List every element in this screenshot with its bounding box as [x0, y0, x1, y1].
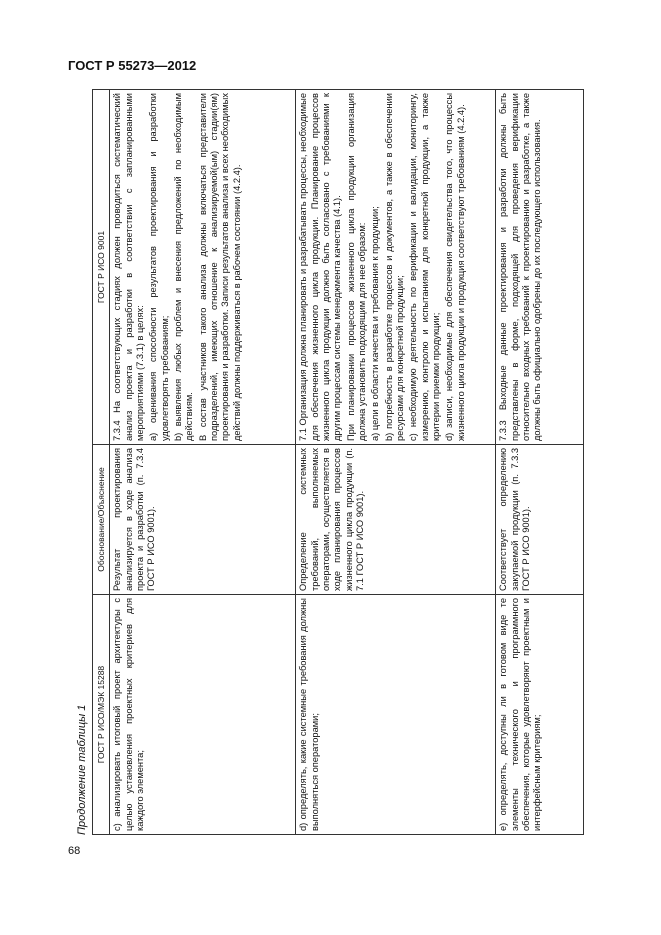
- header-justification: Обоснование/Объяснение: [93, 445, 110, 595]
- cell-text: c) анализировать итоговый проект архитектуры с целью установления проектных критериев для каждого элемента;: [112, 598, 146, 831]
- page-number: 68: [68, 845, 81, 857]
- cell-text: b) выявления любых проблем и внесения предложений по необходимым действиям.: [173, 93, 195, 441]
- cell-justification: [296, 445, 496, 595]
- header-gost-15288: ГОСТ Р ИСО/МЭК 15288: [93, 595, 110, 835]
- cell-text: Результат проектирования анализируется в ходе анализа проекта и разработки (п. 7.3.4 ГОСТ Р ИСО 9001).: [112, 448, 157, 591]
- rotated-table-area: [76, 90, 571, 835]
- cell-text: Соответствует определению закупаемой продукции (п. 7.3.3 ГОСТ Р ИСО 9001).: [498, 448, 532, 591]
- table-caption: Продолжение таблицы 1: [76, 704, 88, 835]
- cell-text: e) определять, доступны ли в готовом виде те элементы технического и программного обеспечения, которые удовлетворяют проектным и интерфейсным критериям;: [498, 598, 543, 831]
- cell-text: В состав участников такого анализа должны включаться представители подразделений, имеющих отношение к анализируемой(ым) стадии(ям) проектирования и разработки. Записи результатов анализа и всех необходимых действий должны поддерживаться в рабочем состоянии (4.2.4).: [197, 93, 242, 441]
- cell-justification: [110, 445, 296, 595]
- header-gost-9001: ГОСТ Р ИСО 9001: [93, 90, 110, 445]
- cell-text: c) необходимую деятельность по верификации и валидации, мониторингу, измерению, контролю и испытаниям для конкретной продукции, а также критерии приемки продукции;: [408, 93, 441, 441]
- requirements-table: [92, 89, 584, 835]
- cell-text: 7.1 Организация должна планировать и разрабатывать процессы, необходимые для обеспечения жизненного цикла продукции. Планирование процессов жизненного цикла продукции должно быть согласовано с требованиями к другим процессам системы менеджмента качества (4.1).: [298, 93, 343, 441]
- table-row: [110, 90, 296, 835]
- cell-text: 7.3.3 Выходные данные проектирования и разработки должны быть представлены в форме, подходящей для проведения верификации относительно входных требований к проектированию и разработке, а также должны быть официально одобрены до их последующего использования.: [498, 93, 543, 441]
- cell-gost-9001: [496, 90, 584, 445]
- cell-text: 7.3.4 На соответствующих стадиях должен проводиться систематический анализ проекта и разработки в соответствии с запланированными мероприятиями (7.3.1) в целях:: [112, 93, 146, 441]
- cell-gost-9001: [296, 90, 496, 445]
- table-header-row: [93, 90, 110, 835]
- cell-requirement: [110, 595, 296, 835]
- document-header: ГОСТ Р 55273—2012: [68, 58, 197, 73]
- cell-text: Определение системных требований, выполняемых операторами, осуществляется в ходе планирования процессов жизненного цикла продукции (п. 7.1 ГОСТ Р ИСО 9001).: [298, 448, 365, 591]
- cell-requirement: [296, 595, 496, 835]
- cell-text: a) цели в области качества и требования к продукции;: [370, 206, 381, 441]
- cell-text: При планировании процессов жизненного цикла продукции организация должна установить подходящим для нее образом:: [345, 93, 367, 441]
- cell-text: d) определять, какие системные требования должны выполняться операторами;: [298, 598, 320, 831]
- cell-justification: [496, 445, 584, 595]
- table-row: [496, 90, 584, 835]
- cell-gost-9001: [110, 90, 296, 445]
- cell-requirement: [496, 595, 584, 835]
- cell-text: b) потребность в разработке процессов и документов, а также в обеспечении ресурсами для конкретной продукции;: [383, 93, 405, 441]
- cell-text: d) записи, необходимые для обеспечения свидетельства того, что процессы жизненного цикла продукции и продукция соответствуют требованиям (4.2.4).: [444, 93, 466, 441]
- table-row: [296, 90, 496, 835]
- cell-text: a) оценивания способности результатов проектирования и разработки удовлетворять требованиям;: [148, 93, 170, 441]
